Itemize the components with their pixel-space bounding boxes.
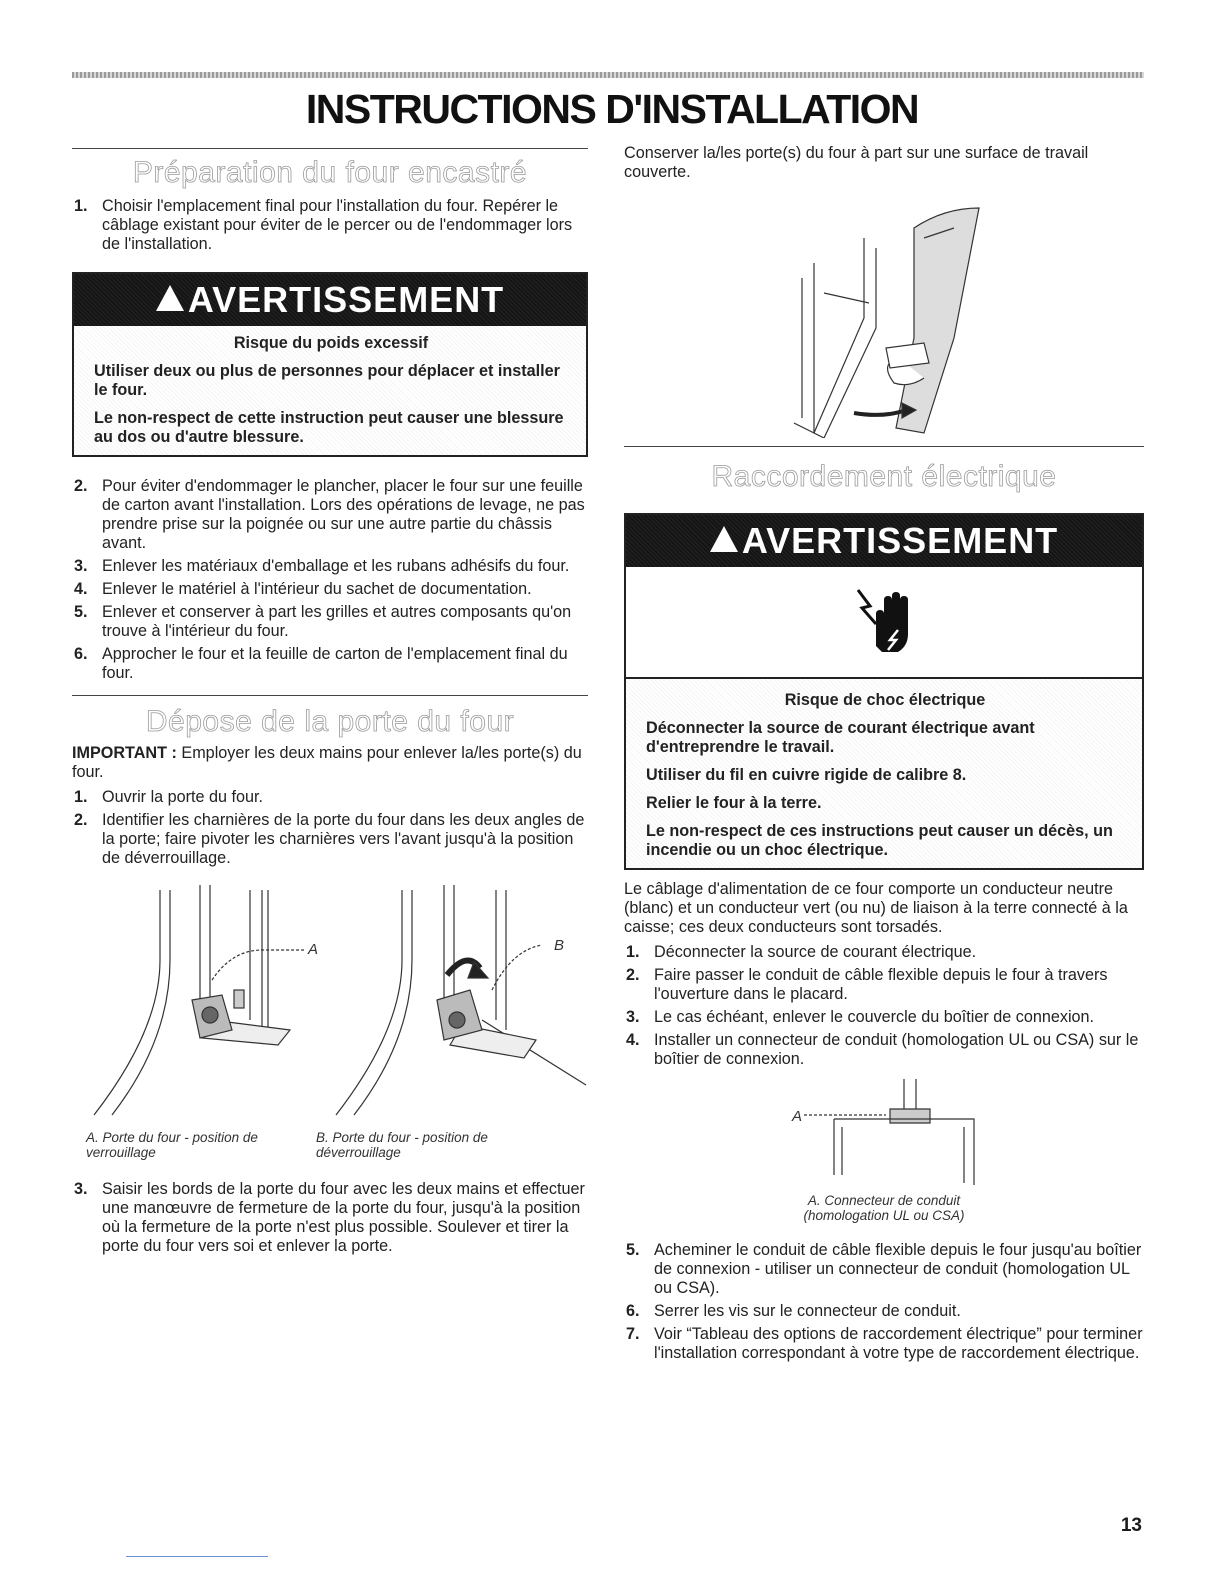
step-number: 2. xyxy=(74,477,88,495)
step-text: Choisir l'emplacement final pour l'installation du four. Repérer le câblage existant pour éviter de le percer ou de l'endommager lors de l'installation. xyxy=(102,197,573,253)
hinge-illustration xyxy=(72,880,588,1120)
section-title-electrical: Raccordement électrique xyxy=(711,460,1057,493)
section-rule xyxy=(624,446,1144,447)
steps-electrical xyxy=(624,943,1144,1069)
figure-label-a: A xyxy=(792,1108,803,1125)
step-number: 5. xyxy=(626,1241,640,1259)
steps-preparation-continued xyxy=(72,477,588,683)
step-text: Ouvrir la porte du four. xyxy=(102,788,264,806)
warning-line: Risque de choc électrique xyxy=(784,691,986,709)
list-item xyxy=(72,557,588,576)
caption-b: B. Porte du four - position de déverrouillage xyxy=(316,1130,488,1160)
step-text: Enlever et conserver à part les grilles et autres composants qu'on trouve à l'intérieur du four. xyxy=(102,603,572,640)
step-text: Enlever le matériel à l'intérieur du sachet de documentation. xyxy=(102,580,532,598)
step-number: 4. xyxy=(626,1031,640,1049)
warning-title: AVERTISSEMENT xyxy=(741,520,1059,561)
figure-label-b: B xyxy=(554,937,565,954)
step-number: 6. xyxy=(626,1302,640,1320)
step-text: Installer un connecteur de conduit (homologation UL ou CSA) sur le boîtier de connexion. xyxy=(654,1031,1139,1068)
step-text: Pour éviter d'endommager le plancher, placer le four sur une feuille de carton avant l'installation. Lors des opérations de levage, ne pas prendre prise sur la poignée ou sur une autre partie du châssis avant. xyxy=(102,477,585,552)
important-note xyxy=(72,744,588,782)
door-removal-illustration xyxy=(624,188,1144,438)
step-number: 4. xyxy=(74,580,88,598)
step-text: Faire passer le conduit de câble flexible depuis le four à travers l'ouverture dans le placard. xyxy=(654,966,1108,1003)
list-item xyxy=(72,580,588,599)
warning-triangle-icon xyxy=(156,285,184,311)
wiring-paragraph: Le câblage d'alimentation de ce four comporte un conducteur neutre (blanc) et un conducteur vert (ou nu) de liaison à la terre connecté à la caisse; ces deux conducteurs sont torsadés. xyxy=(624,880,1128,936)
step-number: 2. xyxy=(74,811,88,829)
step-text: Déconnecter la source de courant électrique. xyxy=(654,943,977,961)
step-number: 3. xyxy=(74,1180,88,1198)
step-text: Serrer les vis sur le connecteur de conduit. xyxy=(654,1302,961,1320)
warning-body xyxy=(74,326,586,455)
top-rule xyxy=(72,72,1144,78)
list-item xyxy=(624,943,1144,962)
shock-icon-area xyxy=(626,567,1142,679)
steps-electrical-continued xyxy=(624,1241,1144,1363)
section-rule xyxy=(72,148,588,149)
warning-title: AVERTISSEMENT xyxy=(187,279,505,320)
conduit-caption xyxy=(624,1193,1144,1223)
step-text: Saisir les bords de la porte du four avec les deux mains et effectuer une manœuvre de fermeture de la porte du four, jusqu'à la position où la fermeture de la porte n'est plus possible. Soulever et tirer la porte du four vers soi et enlever la porte. xyxy=(102,1180,585,1255)
conduit-connector-illustration xyxy=(624,1079,1144,1189)
caption-line: (homologation UL ou CSA) xyxy=(803,1208,965,1223)
section-title-door-removal: Dépose de la porte du four xyxy=(145,705,515,738)
warning-box-electrical xyxy=(624,513,1144,870)
steps-door-removal-continued xyxy=(72,1180,588,1256)
step-text: Identifier les charnières de la porte du four dans les deux angles de la porte; faire pivoter les charnières vers l'avant jusqu'à la position de déverrouillage. xyxy=(102,811,585,867)
door-storage-note: Conserver la/les porte(s) du four à part sur une surface de travail couverte. xyxy=(624,144,1089,181)
warning-header xyxy=(74,274,586,326)
list-item xyxy=(624,1008,1144,1027)
step-number: 2. xyxy=(626,966,640,984)
step-number: 1. xyxy=(626,943,640,961)
step-text: Voir “Tableau des options de raccordement électrique” pour terminer l'installation correspondant à votre type de raccordement électrique. xyxy=(654,1325,1143,1362)
step-number: 3. xyxy=(626,1008,640,1026)
right-column xyxy=(624,140,1144,1367)
list-item xyxy=(72,477,588,553)
list-item xyxy=(72,603,588,641)
step-number: 1. xyxy=(74,197,88,215)
list-item xyxy=(72,197,588,254)
step-text: Le cas échéant, enlever le couvercle du boîtier de connexion. xyxy=(654,1008,1095,1026)
warning-line: Le non-respect de ces instructions peut causer un décès, un incendie ou un choc électrique. xyxy=(646,822,1113,859)
warning-line: Relier le four à la terre. xyxy=(646,794,822,812)
caption-a: A. Porte du four - position de verrouillage xyxy=(86,1130,258,1160)
electric-shock-icon xyxy=(854,586,914,658)
steps-preparation xyxy=(72,197,588,254)
list-item xyxy=(624,1302,1144,1321)
step-number: 1. xyxy=(74,788,88,806)
important-text: Employer les deux mains pour enlever la/les porte(s) du four. xyxy=(72,744,582,781)
list-item xyxy=(72,1180,588,1256)
step-text: Acheminer le conduit de câble flexible depuis le four jusqu'au boîtier de connexion - utiliser un connecteur de conduit (homologation UL ou CSA). xyxy=(654,1241,1142,1297)
list-item xyxy=(624,966,1144,1004)
figure-captions xyxy=(72,1130,588,1160)
list-item xyxy=(624,1241,1144,1298)
page-title: INSTRUCTIONS D'INSTALLATION xyxy=(305,86,919,132)
warning-line: Utiliser du fil en cuivre rigide de calibre 8. xyxy=(646,766,967,784)
step-text: Enlever les matériaux d'emballage et les rubans adhésifs du four. xyxy=(102,557,570,575)
warning-body xyxy=(626,679,1142,868)
warning-header xyxy=(626,515,1142,567)
step-number: 7. xyxy=(626,1325,640,1343)
steps-door-removal xyxy=(72,788,588,868)
warning-box-weight xyxy=(72,272,588,457)
step-number: 6. xyxy=(74,645,88,663)
warning-triangle-icon xyxy=(710,526,738,552)
warning-line: Risque du poids excessif xyxy=(233,334,429,352)
list-item xyxy=(624,1325,1144,1363)
caption-line: A. Connecteur de conduit xyxy=(807,1193,961,1208)
list-item xyxy=(72,788,588,807)
left-column xyxy=(72,140,588,1260)
page-number: 13 xyxy=(1120,1515,1142,1536)
important-label: IMPORTANT : xyxy=(72,744,177,762)
footer-rule xyxy=(126,1556,268,1557)
step-number: 3. xyxy=(74,557,88,575)
list-item xyxy=(624,1031,1144,1069)
warning-line: Le non-respect de cette instruction peut causer une blessure au dos ou d'autre blessure. xyxy=(94,409,564,446)
figure-label-a: A xyxy=(308,941,319,958)
warning-line: Déconnecter la source de courant électrique avant d'entreprendre le travail. xyxy=(646,719,1035,756)
section-title-preparation: Préparation du four encastré xyxy=(132,156,528,189)
warning-line: Utiliser deux ou plus de personnes pour déplacer et installer le four. xyxy=(94,362,560,399)
step-text: Approcher le four et la feuille de carton de l'emplacement final du four. xyxy=(102,645,568,682)
list-item xyxy=(72,645,588,683)
section-rule xyxy=(72,695,588,696)
list-item xyxy=(72,811,588,868)
step-number: 5. xyxy=(74,603,88,621)
